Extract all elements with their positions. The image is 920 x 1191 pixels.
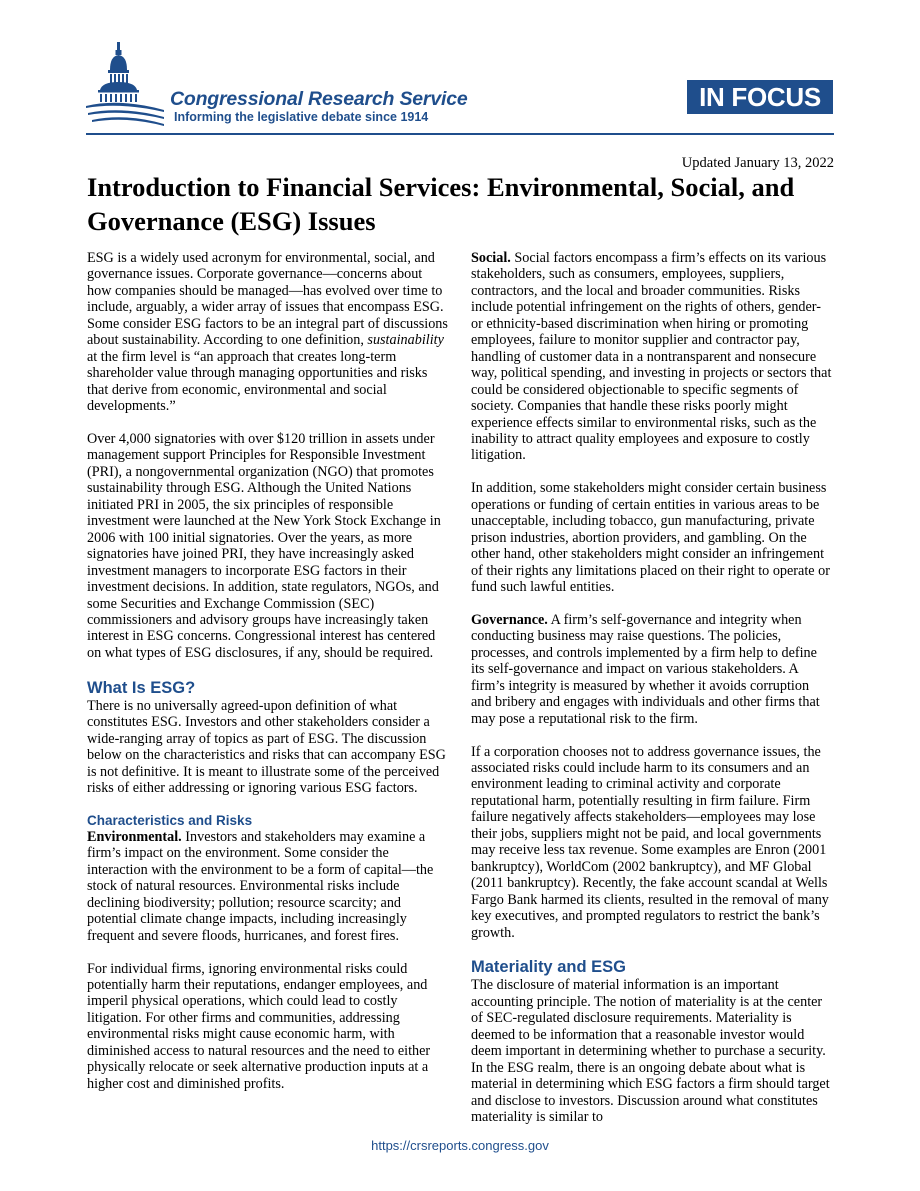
intro-paragraph (87, 250, 449, 415)
sustainability-term: sustainability (367, 332, 444, 349)
intro-text-b: at the firm level is “an approach that creates long-term shareholder value through managing opportunities and risks that derive from economic, environmental and social developments.” (87, 348, 428, 415)
section-heading-materiality: Materiality and ESG (471, 958, 626, 977)
org-name: Congressional Research Service (170, 88, 468, 110)
social-lead: Social. (471, 250, 511, 266)
footer-url-link[interactable]: https://crsreports.congress.gov (371, 1138, 549, 1153)
header-divider (86, 133, 834, 135)
social-body: Social factors encompass a firm’s effects on its various stakeholders, such as consumers, employees, suppliers, contractors, and the local and broader communities. Risks include potential infringement on the rights of others, gender- or ethnicity-based discrimination when hiring or promoting employees, failure to monitor supplier and contractor pay, handling of customer data in a nontransparent and nonsecure way, political spending, and investing in projects or sectors that could be considered objectionable to specific segments of society. Companies that handle these risks poorly might experience effects similar to environmental risks, such as the inability to attract quality employees and exposure to costly litigation. (471, 250, 832, 464)
capitol-dome-logo-icon (86, 40, 166, 130)
stakeholder-paragraph: In addition, some stakeholders might consider certain business operations or funding of certain entities in various areas to be unacceptable, including tobacco, gun manufacturing, private prison industries, abortion providers, and gambling. On the other hand, other stakeholders might consider an infringement of their rights any limitations placed on their right to operate or fund such lawful entities. (471, 480, 830, 596)
governance-body: A firm’s self-governance and integrity when conducting business may raise questions. The policies, processes, and controls implemented by a firm help to define its self-governance and impact on various stakeholders. A firm’s integrity is measured by whether it avoids corruption and bribery and engages with individuals and other firms that may pose a reputational risk to the firm. (471, 611, 820, 727)
governance-paragraph (471, 612, 833, 727)
environmental-lead: Environmental. (87, 828, 182, 845)
governance-lead: Governance. (471, 611, 548, 628)
updated-date: Updated January 13, 2022 (681, 155, 834, 171)
page-title: Introduction to Financial Services: Environmental, Social, and Governance (ESG) Issues (87, 172, 795, 236)
org-tagline: Informing the legislative debate since 1914 (174, 110, 429, 124)
environmental-risk-paragraph: For individual firms, ignoring environmental risks could potentially harm their reputations, endanger employees, and imperil physical operations, which could lead to costly litigation. For other firms and communities, addressing environmental risks might cause economic harm, with diminished access to natural resources and the need to either physically relocate or seek alternative production inputs at a higher cost and diminished profits. (87, 960, 431, 1092)
environmental-paragraph (87, 829, 449, 944)
intro-text-a: ESG is a widely used acronym for environmental, social, and governance issues. Corporate governance—concerns about how companies should be managed—has evolved over time to include, arguably, a wider array of issues that encompass ESG. Some consider ESG factors to be an integral part of discussions about sustainability. According to one definition, (87, 250, 448, 349)
governance-risk-paragraph: If a corporation chooses not to address governance issues, the associated risks could include harm to its consumers and an environment leading to criminal activity and corporate reputational harm, potentially resulting in firm failure. Firm failure negatively affects stakeholders—employees may lose their jobs, suppliers might not be paid, and local governments may receive less tax revenue. Some examples are Enron (2001 bankruptcy), WorldCom (2002 bankruptcy), and MF Global (2011 bankruptcy). Recently, the fake account scandal at Wells Fargo Bank harmed its clients, resulted in the removal of many key executives, and prompted regulators to restrict the bank’s growth. (471, 743, 829, 941)
definition-paragraph: There is no universally agreed-upon definition of what constitutes ESG. Investors and other stakeholders consider a wide-ranging array of topics as part of ESG. The discussion below on the characteristics and risks that can accompany ESG is not definitive. It is meant to illustrate some of the perceived risks of either addressing or ignoring various ESG factors. (87, 697, 446, 797)
environmental-body: Investors and stakeholders may examine a firm’s impact on the environment. Some consider the interaction with the environment to be a form of capital—the stock of natural resources. Environmental risks include declining biodiversity; pollution; resource scarcity; and potential climate change impacts, including increasingly frequent and severe floods, hurricanes, and forest fires. (87, 828, 434, 944)
subsection-heading-characteristics: Characteristics and Risks (87, 812, 253, 828)
section-heading-what-is-esg: What Is ESG? (87, 678, 196, 697)
series-badge: IN FOCUS (687, 80, 833, 114)
right-column (471, 250, 833, 1126)
left-column (87, 250, 449, 1092)
materiality-paragraph: The disclosure of material information is an important accounting principle. The notion of materiality is at the center of SEC-regulated disclosure requirements. Materiality is deemed to be information that a reasonable investor would deem important in determining whether to purchase a security. In the ESG realm, there is an ongoing debate about what is material in determining which ESG factors a firm should target and disclose to investors. Discussion around what constitutes materiality is similar to (471, 977, 830, 1126)
social-paragraph (471, 250, 833, 464)
pri-paragraph: Over 4,000 signatories with over $120 trillion in assets under management support Principles for Responsible Investment (PRI), a nongovernmental organization (NGO) that promotes sustainability through ESG. Although the United Nations initiated PRI in 2005, the six principles of responsible investment were launched at the New York Stock Exchange in 2006 with 100 initial signatories. Over the years, as more signatories have joined PRI, they have increasingly asked investment managers to incorporate ESG factors in their investment decisions. In addition, state regulators, NGOs, and some Securities and Exchange Commission (SEC) commissioners and advisory groups have increasingly taken interest in ESG concerns. Congressional interest has centered on what types of ESG disclosures, if any, should be required. (87, 430, 441, 661)
